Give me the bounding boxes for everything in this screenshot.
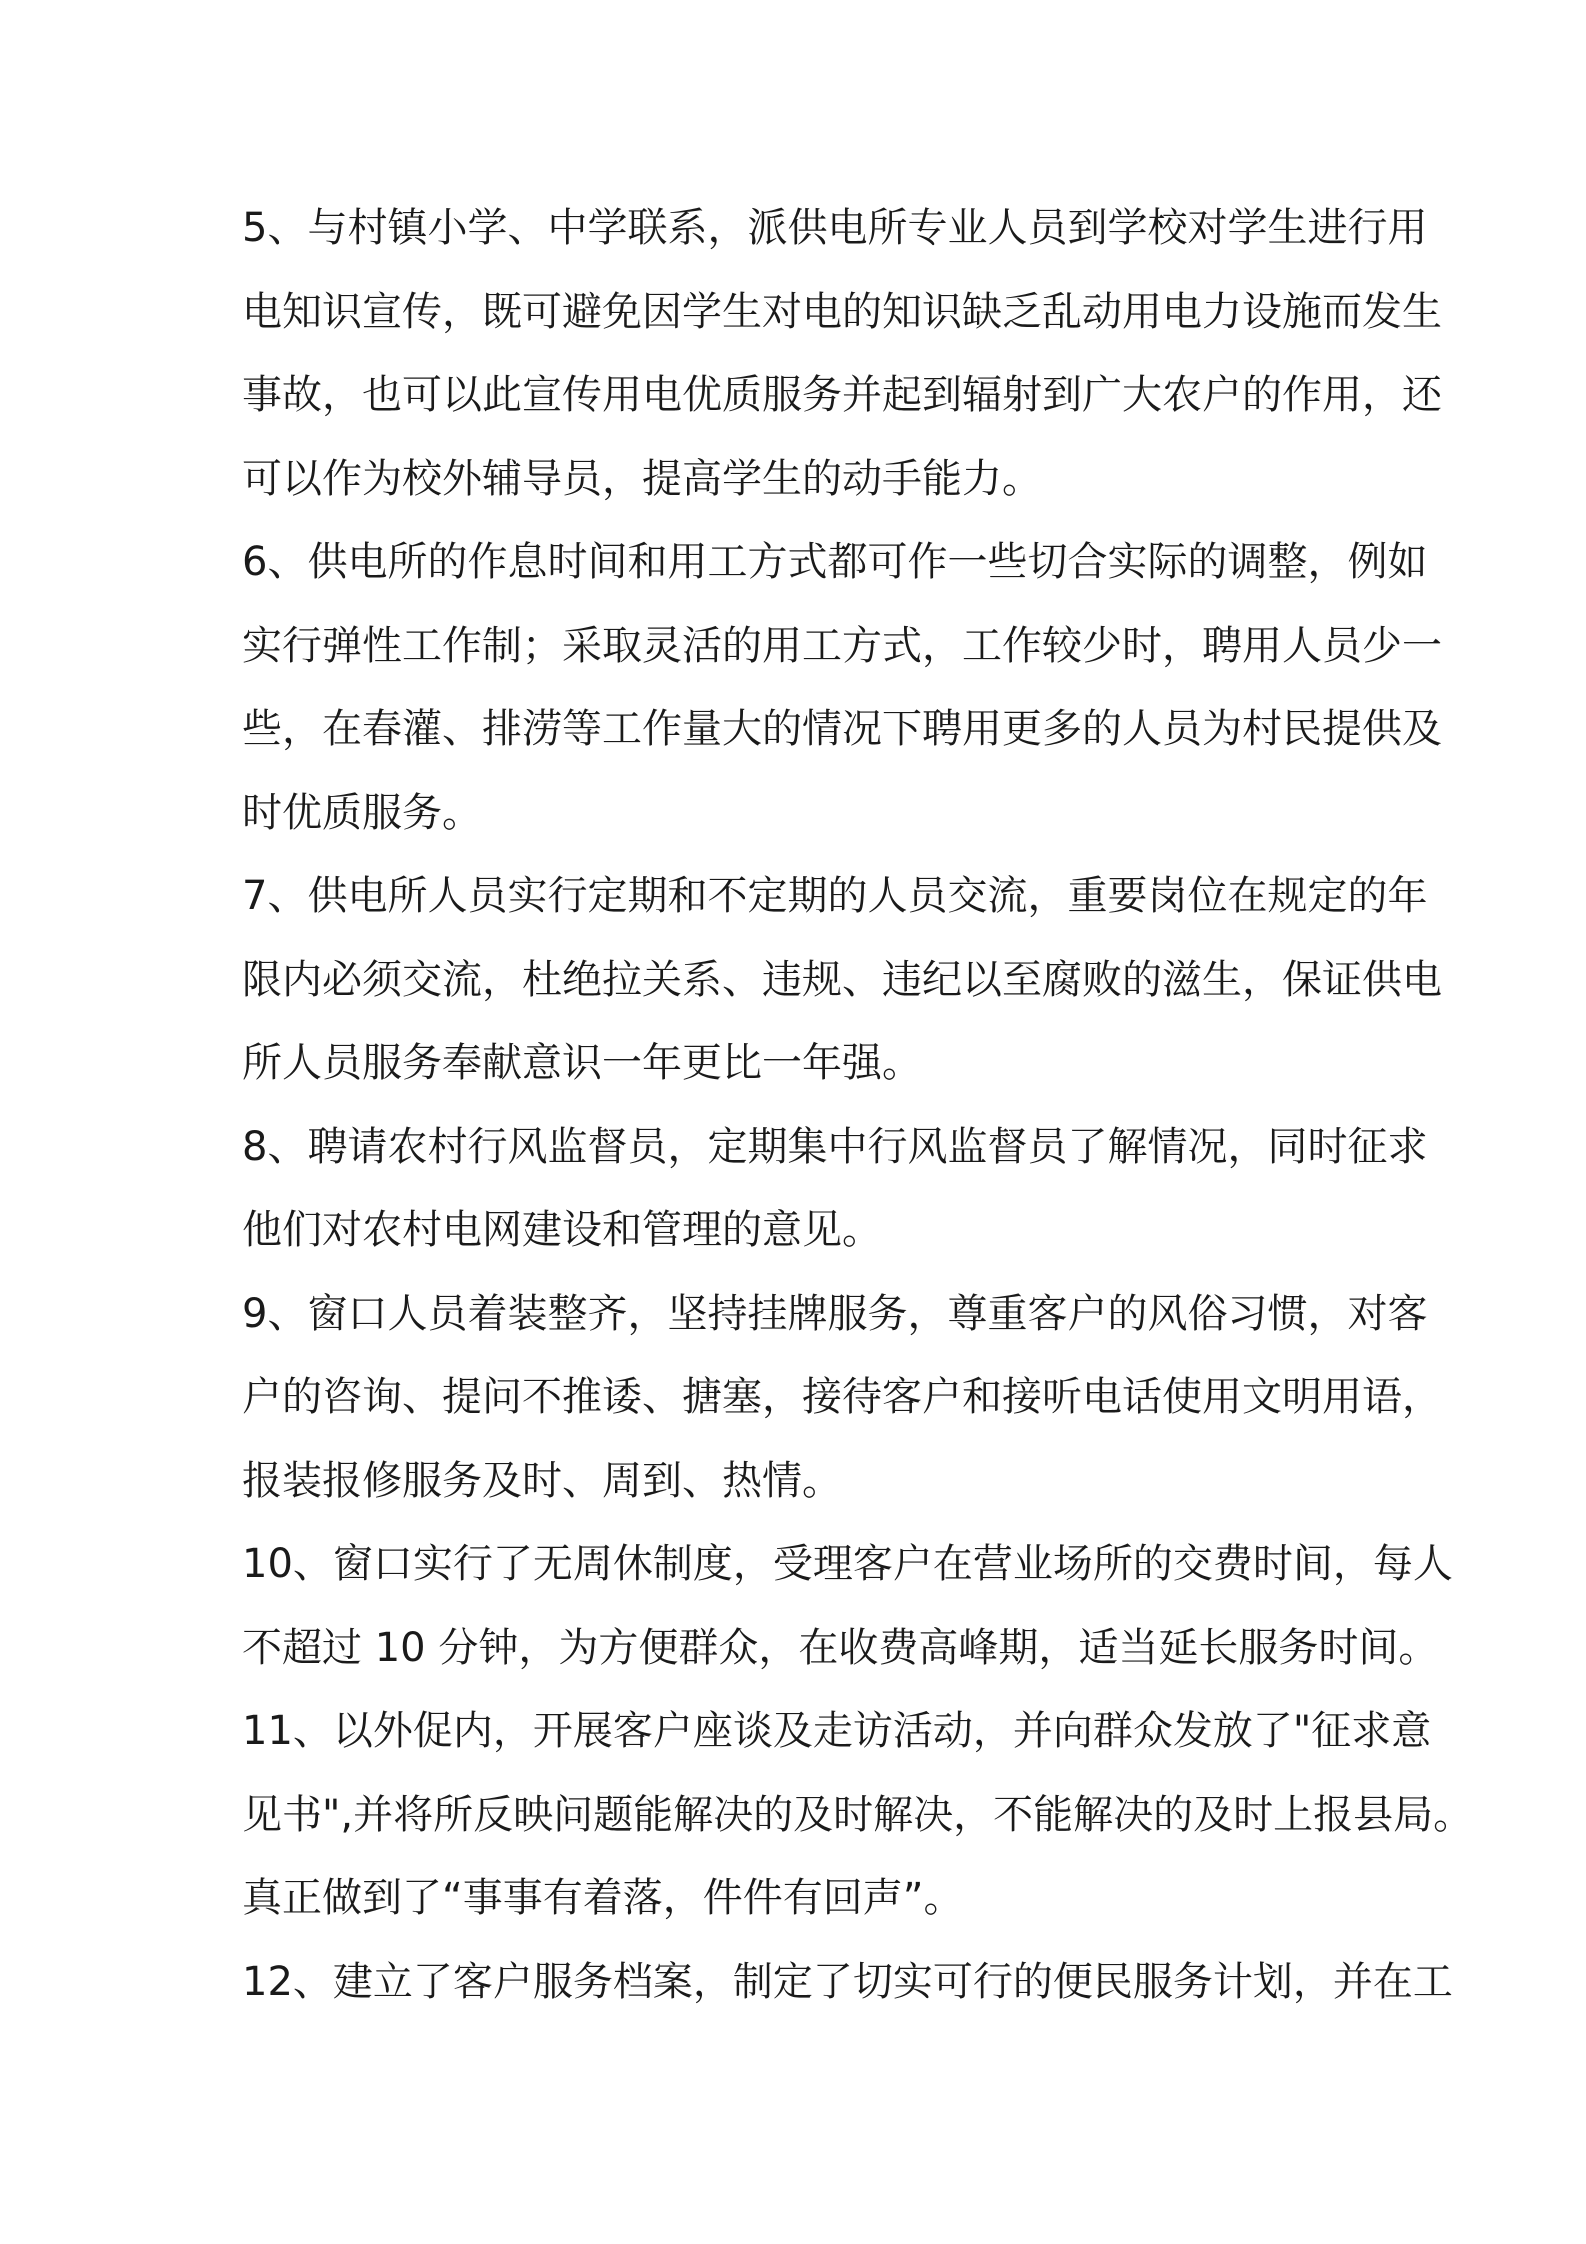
text-line: 实行弹性工作制；采取灵活的用工方式，工作较少时，聘用人员少一 — [242, 622, 1442, 669]
text-line: 所人员服务奉献意识一年更比一年强。 — [242, 1040, 922, 1086]
text-line: 他们对农村电网建设和管理的意见。 — [242, 1207, 882, 1253]
paragraph — [242, 1106, 1428, 1273]
text-line: 9、窗口人员着装整齐，坚持挂牌服务，尊重客户的风俗习惯，对客 — [242, 1290, 1428, 1337]
text-line: 5、与村镇小学、中学联系，派供电所专业人员到学校对学生进行用 — [242, 205, 1428, 251]
text-line: 不超过 10 分钟，为方便群众，在收费高峰期，适当延长服务时间。 — [242, 1624, 1439, 1671]
paragraph — [242, 855, 1442, 1106]
paragraph — [242, 1941, 1453, 2025]
text-line: 见书",并将所反映问题能解决的及时解决，不能解决的及时上报县局。 — [242, 1791, 1474, 1838]
text-line: 电知识宣传，既可避免因学生对电的知识缺乏乱动用电力设施而发生 — [242, 288, 1442, 335]
paragraph — [242, 1690, 1474, 1941]
text-line: 时优质服务。 — [242, 789, 482, 836]
paragraph — [242, 521, 1442, 855]
text-line: 8、聘请农村行风监督员，定期集中行风监督员了解情况，同时征求 — [242, 1123, 1428, 1170]
text-line: 报装报修服务及时、周到、热情。 — [242, 1457, 842, 1504]
text-line: 11、以外促内，开展客户座谈及走访活动，并向群众发放了"征求意 — [242, 1708, 1432, 1754]
text-line: 户的咨询、提问不推诿、搪塞，接待客户和接听电话使用文明用语， — [242, 1374, 1442, 1420]
text-line: 12、建立了客户服务档案，制定了切实可行的便民服务计划，并在工 — [242, 1958, 1453, 2005]
text-line: 真正做到了“事事有着落，件件有回声”。 — [242, 1875, 964, 1921]
text-line: 事故，也可以此宣传用电优质服务并起到辐射到广大农户的作用，还 — [242, 372, 1442, 418]
text-line: 6、供电所的作息时间和用工方式都可作一些切合实际的调整，例如 — [242, 539, 1428, 585]
paragraph — [242, 1523, 1453, 1690]
text-line: 限内必须交流，杜绝拉关系、违规、违纪以至腐败的滋生，保证供电 — [242, 956, 1442, 1003]
text-line: 些，在春灌、排涝等工作量大的情况下聘用更多的人员为村民提供及 — [242, 706, 1442, 752]
text-line: 可以作为校外辅导员，提高学生的动手能力。 — [242, 455, 1042, 502]
paragraph — [242, 187, 1442, 521]
document-body — [242, 187, 1474, 2024]
paragraph — [242, 1273, 1442, 1524]
text-line: 10、窗口实行了无周休制度，受理客户在营业场所的交费时间，每人 — [242, 1541, 1453, 1587]
text-line: 7、供电所人员实行定期和不定期的人员交流，重要岗位在规定的年 — [242, 873, 1428, 919]
